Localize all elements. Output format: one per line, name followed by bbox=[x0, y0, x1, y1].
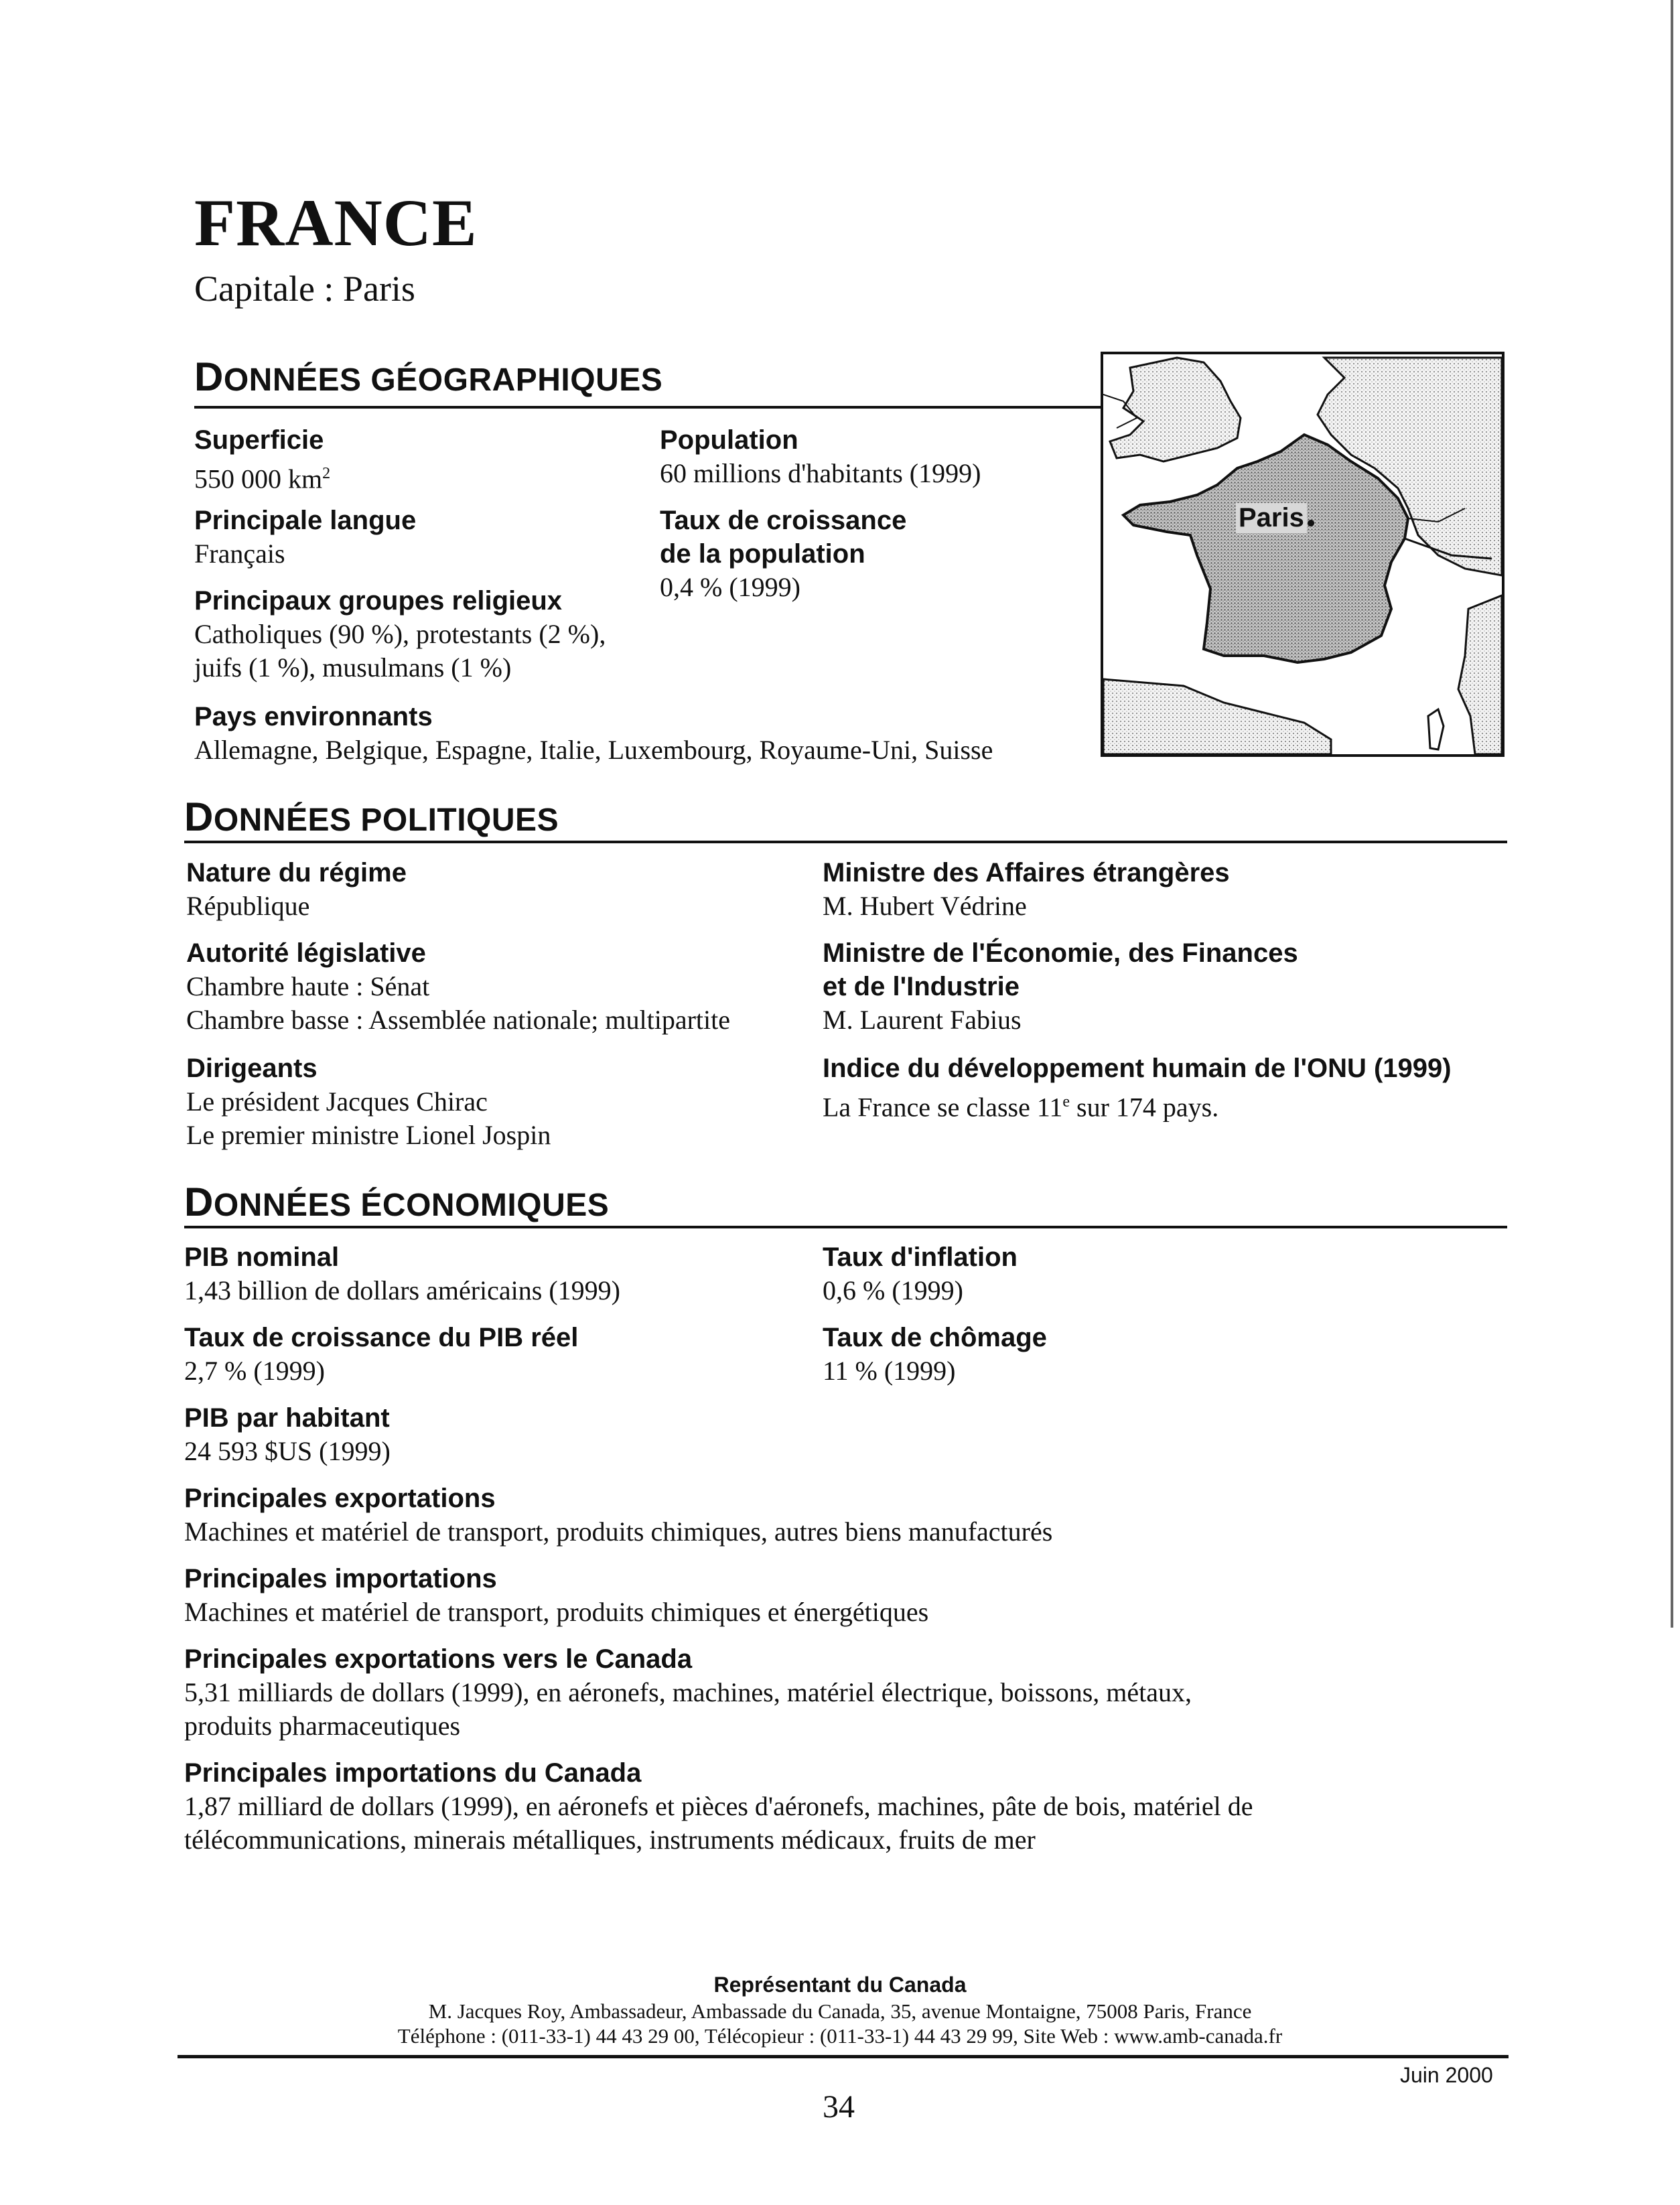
page-number: 34 bbox=[823, 2089, 855, 2125]
population-label: Population bbox=[660, 425, 798, 455]
dirigeants-block bbox=[186, 1052, 551, 1152]
geo-heading bbox=[194, 354, 662, 400]
imports-block bbox=[184, 1562, 928, 1629]
geo-heading-initial: D bbox=[194, 354, 224, 399]
pib-croissance-label: Taux de croissance du PIB réel bbox=[184, 1323, 579, 1352]
langue-label: Principale langue bbox=[194, 506, 417, 535]
eco-heading-initial: D bbox=[184, 1180, 214, 1224]
imports-canada-label: Principales importations du Canada bbox=[184, 1758, 642, 1788]
map-drawing bbox=[1103, 354, 1502, 754]
regime-block bbox=[186, 856, 407, 923]
voisins-value: Allemagne, Belgique, Espagne, Italie, Luxembourg, Royaume-Uni, Suisse bbox=[194, 735, 993, 765]
economie-label-1: Ministre de l'Économie, des Finances bbox=[823, 938, 1298, 968]
inflation-label: Taux d'inflation bbox=[823, 1242, 1018, 1272]
legislative-block bbox=[186, 936, 730, 1037]
inflation-value: 0,6 % (1999) bbox=[823, 1275, 963, 1305]
regime-label: Nature du régime bbox=[186, 858, 407, 887]
pol-heading bbox=[184, 794, 559, 840]
superficie-label: Superficie bbox=[194, 425, 324, 455]
superficie-value bbox=[194, 457, 330, 496]
exports-canada-label: Principales exportations vers le Canada bbox=[184, 1644, 693, 1674]
population-value: 60 millions d'habitants (1999) bbox=[660, 458, 981, 488]
idh-block bbox=[823, 1052, 1452, 1124]
croissance-value: 0,4 % (1999) bbox=[660, 572, 800, 602]
representative-line2: Téléphone : (011-33-1) 44 43 29 00, Télécopieur : (011-33-1) 44 43 29 99, Site Web : www.amb-canada.fr bbox=[397, 2024, 1283, 2048]
pib-croissance-value: 2,7 % (1999) bbox=[184, 1356, 325, 1386]
imports-canada-line2: télécommunications, minerais métalliques, instruments médicaux, fruits de mer bbox=[184, 1825, 1036, 1855]
religion-line1: Catholiques (90 %), protestants (2 %), bbox=[194, 619, 606, 649]
croissance-block bbox=[660, 504, 906, 604]
exports-canada-block bbox=[184, 1642, 1192, 1743]
pib-block bbox=[184, 1240, 620, 1307]
pib-label: PIB nominal bbox=[184, 1242, 340, 1272]
regime-value: République bbox=[186, 891, 310, 921]
superficie-block bbox=[194, 423, 330, 496]
capital-subtitle: Capitale : Paris bbox=[194, 269, 415, 309]
eco-heading-rest: ONNÉES ÉCONOMIQUES bbox=[213, 1188, 610, 1223]
paris-dot bbox=[1308, 520, 1314, 526]
dirigeants-line2: Le premier ministre Lionel Jospin bbox=[186, 1120, 551, 1150]
pib-croissance-block bbox=[184, 1321, 578, 1388]
dirigeants-label: Dirigeants bbox=[186, 1054, 318, 1083]
imports-canada-line1: 1,87 milliard de dollars (1999), en aéronefs et pièces d'aéronefs, machines, pâte de bois, matériel de bbox=[184, 1791, 1253, 1821]
pol-heading-rule bbox=[184, 841, 1507, 843]
langue-block bbox=[194, 504, 416, 571]
scan-edge-line bbox=[1671, 0, 1673, 1628]
exports-canada-line2: produits pharmaceutiques bbox=[184, 1711, 461, 1741]
affaires-label: Ministre des Affaires étrangères bbox=[823, 858, 1230, 887]
geo-heading-rule bbox=[194, 406, 1102, 409]
religion-block bbox=[194, 584, 606, 685]
exports-label: Principales exportations bbox=[184, 1484, 496, 1513]
pol-heading-rest: ONNÉES POLITIQUES bbox=[213, 802, 559, 838]
legislative-label: Autorité législative bbox=[186, 938, 426, 968]
religion-line2: juifs (1 %), musulmans (1 %) bbox=[194, 652, 512, 683]
chomage-label: Taux de chômage bbox=[823, 1323, 1047, 1352]
superficie-sup: 2 bbox=[322, 465, 331, 482]
religion-label: Principaux groupes religieux bbox=[194, 586, 563, 616]
pib-habitant-label: PIB par habitant bbox=[184, 1403, 390, 1433]
affaires-value: M. Hubert Védrine bbox=[823, 891, 1027, 921]
exports-canada-line1: 5,31 milliards de dollars (1999), en aéronefs, machines, matériel électrique, boissons, métaux, bbox=[184, 1677, 1192, 1707]
footer-rule bbox=[178, 2055, 1509, 2058]
chomage-block bbox=[823, 1321, 1047, 1388]
eco-heading-rule bbox=[184, 1226, 1507, 1228]
population-block bbox=[660, 423, 981, 490]
representative-title: Représentant du Canada bbox=[713, 1973, 967, 1997]
pib-habitant-value: 24 593 $US (1999) bbox=[184, 1436, 391, 1466]
economie-label-2: et de l'Industrie bbox=[823, 972, 1020, 1001]
france-map bbox=[1101, 352, 1504, 757]
economie-value: M. Laurent Fabius bbox=[823, 1005, 1022, 1035]
idh-value-post: sur 174 pays. bbox=[1070, 1092, 1219, 1123]
pol-heading-initial: D bbox=[184, 794, 214, 839]
geo-heading-rest: ONNÉES GÉOGRAPHIQUES bbox=[223, 362, 663, 398]
croissance-label-2: de la population bbox=[660, 539, 865, 569]
imports-canada-block bbox=[184, 1756, 1253, 1857]
idh-value-pre: La France se classe 11 bbox=[823, 1092, 1063, 1123]
legislative-line2: Chambre basse : Assemblée nationale; multipartite bbox=[186, 1005, 731, 1035]
voisins-block bbox=[194, 700, 993, 767]
map-paris-label: Paris bbox=[1236, 503, 1307, 533]
croissance-label-1: Taux de croissance bbox=[660, 506, 907, 535]
economie-minister-block bbox=[823, 936, 1298, 1037]
superficie-number: 550 000 km bbox=[194, 464, 323, 494]
footer-date: Juin 2000 bbox=[1400, 2063, 1493, 2087]
representative-line1: M. Jacques Roy, Ambassadeur, Ambassade du Canada, 35, avenue Montaigne, 75008 Paris, France bbox=[428, 1999, 1252, 2023]
imports-value: Machines et matériel de transport, produits chimiques et énergétiques bbox=[184, 1597, 929, 1627]
exports-block bbox=[184, 1482, 1052, 1549]
inflation-block bbox=[823, 1240, 1018, 1307]
voisins-label: Pays environnants bbox=[194, 702, 433, 731]
eco-heading bbox=[184, 1179, 609, 1225]
affaires-block bbox=[823, 856, 1230, 923]
pib-habitant-block bbox=[184, 1401, 391, 1468]
chomage-value: 11 % (1999) bbox=[823, 1356, 956, 1386]
dirigeants-line1: Le président Jacques Chirac bbox=[186, 1086, 488, 1117]
langue-value: Français bbox=[194, 539, 285, 569]
exports-value: Machines et matériel de transport, produits chimiques, autres biens manufacturés bbox=[184, 1516, 1053, 1547]
idh-value-sup: e bbox=[1062, 1093, 1070, 1111]
pib-value: 1,43 billion de dollars américains (1999) bbox=[184, 1275, 620, 1305]
legislative-line1: Chambre haute : Sénat bbox=[186, 971, 430, 1001]
imports-label: Principales importations bbox=[184, 1564, 497, 1593]
page-title: FRANCE bbox=[194, 186, 478, 260]
idh-label: Indice du développement humain de l'ONU (1999) bbox=[823, 1054, 1452, 1083]
idh-value bbox=[823, 1085, 1452, 1124]
